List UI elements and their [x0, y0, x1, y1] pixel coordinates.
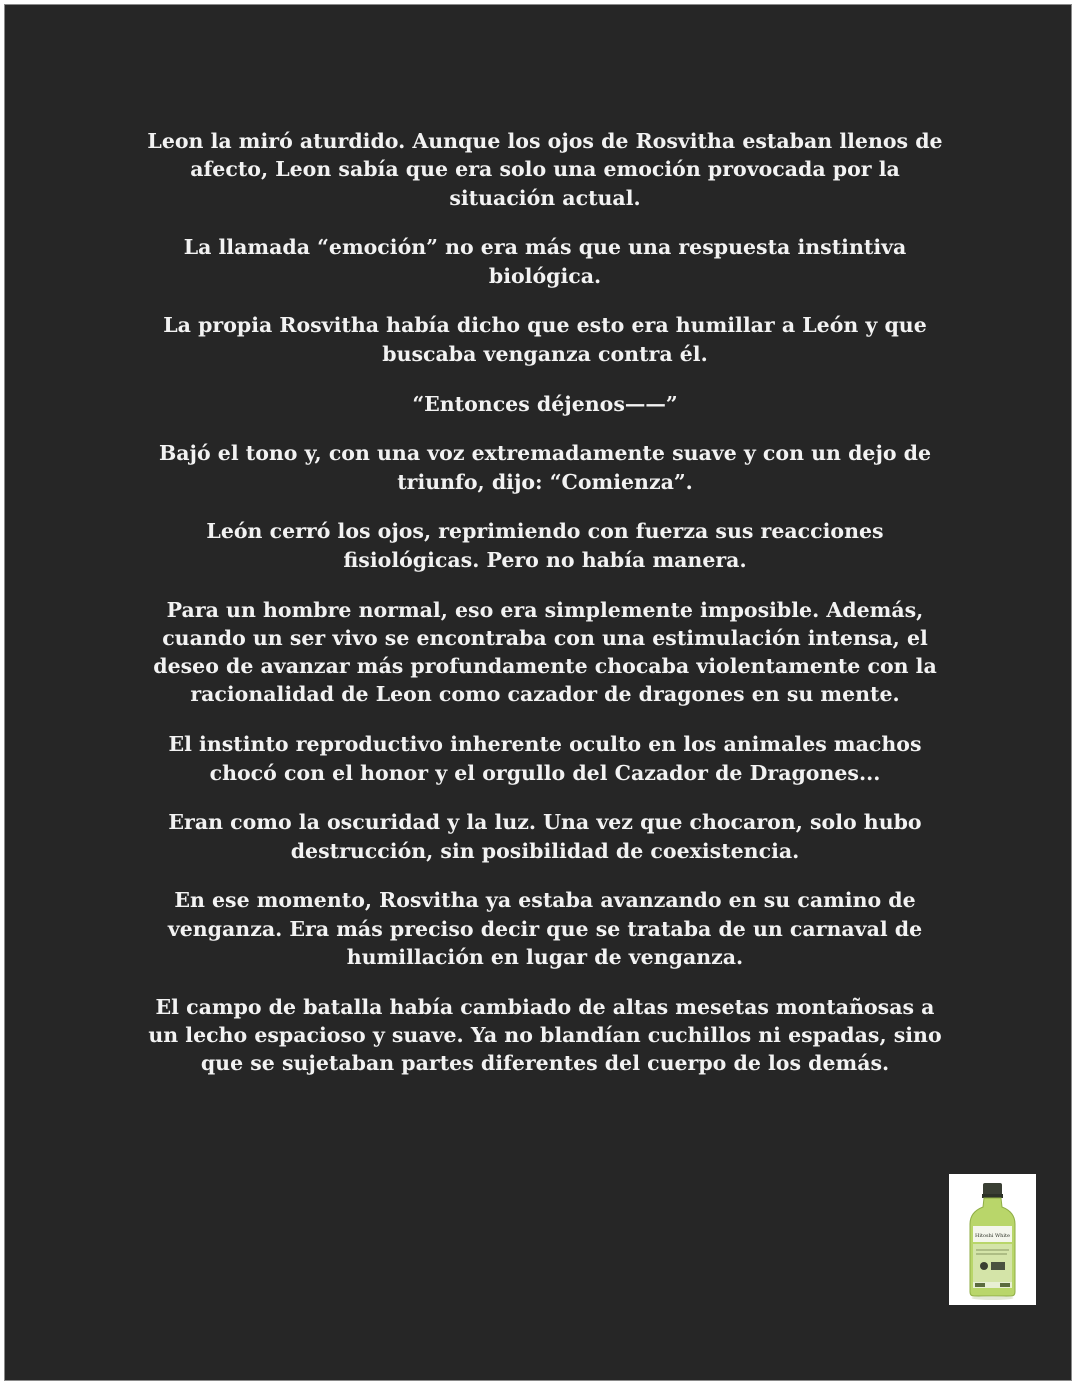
paragraph-2: La llamada “emoción” no era más que una respuesta instintiva biológica. — [183, 235, 907, 288]
story-text — [145, 127, 945, 1099]
paragraph-4: “Entonces déjenos——” — [412, 391, 678, 416]
paragraph-1: Leon la miró aturdido. Aunque los ojos de Rosvitha estaban llenos de afecto, Leon sabía que era solo una emoción provocada por la situación actual. — [147, 129, 943, 210]
paragraph-9: Eran como la oscuridad y la luz. Una vez que chocaron, solo hubo destrucción, sin posibilidad de coexistencia. — [168, 810, 922, 863]
paragraph-11: El campo de batalla había cambiado de altas mesetas montañosas a un lecho espacioso y suave. Ya no blandían cuchillos ni espadas, sino que se sujetaban partes diferentes del cuerpo de los demás. — [148, 994, 942, 1076]
paragraph-6: León cerró los ojos, reprimiendo con fuerza sus reacciones fisiológicas. Pero no había manera. — [206, 519, 884, 572]
paragraph-8: El instinto reproductivo inherente oculto en los animales machos chocó con el honor y el orgullo del Cazador de Dragones... — [168, 732, 922, 785]
bottle-icon — [949, 1174, 1036, 1305]
paragraph-7: Para un hombre normal, eso era simplemente imposible. Además, cuando un ser vivo se encontraba con una estimulación intensa, el deseo de avanzar más profundamente chocaba violentamente con la racionalidad de Leon como cazador de dragones en su mente. — [153, 597, 937, 707]
paragraph-3: La propia Rosvitha había dicho que esto era humillar a León y que buscaba venganza contra él. — [163, 313, 927, 366]
bottle-image — [949, 1174, 1036, 1305]
page — [4, 4, 1072, 1381]
paragraph-10: En ese momento, Rosvitha ya estaba avanzando en su camino de venganza. Era más preciso decir que se trataba de un carnaval de humillación en lugar de venganza. — [167, 888, 923, 970]
paragraph-5: Bajó el tono y, con una voz extremadamente suave y con un dejo de triunfo, dijo: “Comienza”. — [158, 441, 932, 494]
bottle-label-text: Hitoshi White — [975, 1233, 1010, 1239]
